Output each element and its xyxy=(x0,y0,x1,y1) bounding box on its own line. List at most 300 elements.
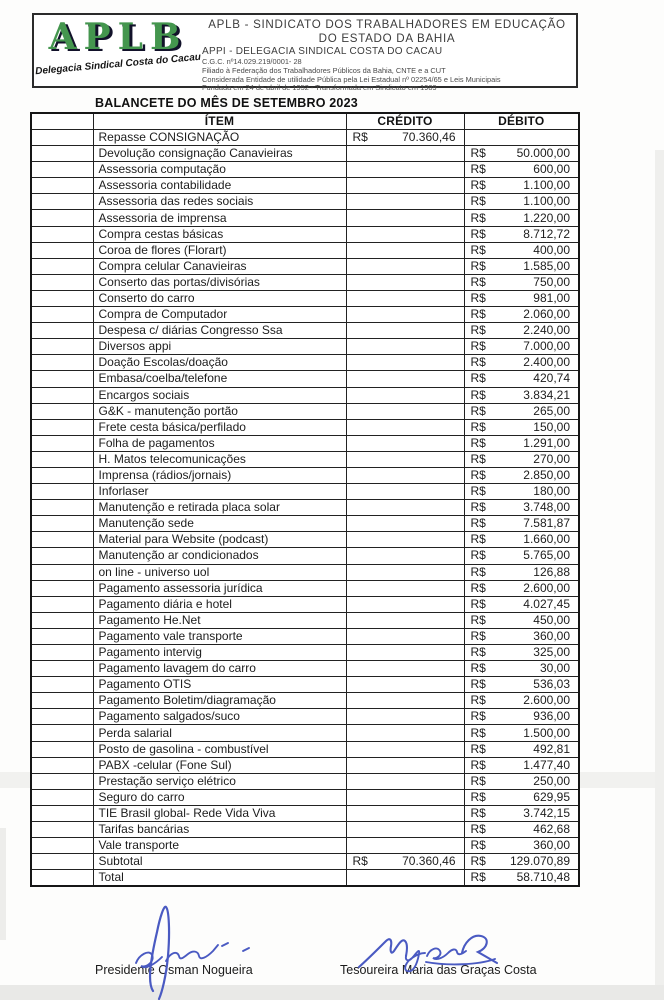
table-row xyxy=(31,484,579,500)
amount: 2.240,00 xyxy=(523,323,570,338)
debito-cell xyxy=(464,677,579,693)
currency-symbol: R$ xyxy=(470,580,486,595)
currency-symbol: R$ xyxy=(470,323,486,338)
debito-cell xyxy=(464,532,579,548)
debito-cell xyxy=(464,645,579,661)
table-row xyxy=(31,564,579,580)
debito-cell xyxy=(464,484,579,500)
debito-cell xyxy=(464,274,579,290)
table-row xyxy=(31,741,579,757)
table-row xyxy=(31,677,579,693)
blank-cell xyxy=(31,435,93,451)
blank-cell xyxy=(31,693,93,709)
blank-cell xyxy=(31,242,93,258)
item-cell: Pagamento assessoria jurídica xyxy=(93,580,346,596)
amount: 360,00 xyxy=(533,628,570,643)
debito-cell xyxy=(464,838,579,854)
currency-symbol: R$ xyxy=(470,612,486,627)
debito-cell xyxy=(464,194,579,210)
item-cell: Prestação serviço elétrico xyxy=(93,773,346,789)
item-cell: Pagamento salgados/suco xyxy=(93,709,346,725)
currency-symbol: R$ xyxy=(470,194,486,209)
blank-cell xyxy=(31,822,93,838)
credito-cell xyxy=(346,789,464,805)
table-row xyxy=(31,435,579,451)
credito-cell xyxy=(346,580,464,596)
currency-symbol: R$ xyxy=(470,274,486,289)
currency-symbol: R$ xyxy=(470,725,486,740)
item-cell: Pagamento Boletim/diagramação xyxy=(93,693,346,709)
table-row xyxy=(31,258,579,274)
table-row xyxy=(31,516,579,532)
credito-cell xyxy=(346,628,464,644)
currency-symbol: R$ xyxy=(470,178,486,193)
item-cell: Material para Website (podcast) xyxy=(93,532,346,548)
currency-symbol: R$ xyxy=(470,773,486,788)
currency-symbol: R$ xyxy=(470,709,486,724)
amount: 1.220,00 xyxy=(523,210,570,225)
currency-symbol: R$ xyxy=(470,548,486,563)
currency-symbol: R$ xyxy=(470,210,486,225)
credito-cell xyxy=(346,773,464,789)
credito-cell xyxy=(346,290,464,306)
amount: 936,00 xyxy=(533,709,570,724)
table-row xyxy=(31,226,579,242)
debito-cell xyxy=(464,741,579,757)
currency-symbol: R$ xyxy=(470,290,486,305)
item-cell: Conserto das portas/divisórias xyxy=(93,274,346,290)
currency-symbol: R$ xyxy=(352,130,368,145)
blank-cell xyxy=(31,596,93,612)
item-cell: Perda salarial xyxy=(93,725,346,741)
amount: 1.585,00 xyxy=(523,258,570,273)
amount: 50.000,00 xyxy=(516,146,570,161)
credito-cell xyxy=(346,532,464,548)
credito-cell xyxy=(346,242,464,258)
amount: 629,95 xyxy=(533,789,570,804)
item-cell: Repasse CONSIGNAÇÃO xyxy=(93,130,346,146)
blank-cell xyxy=(31,564,93,580)
table-row xyxy=(31,451,579,467)
table-header-row xyxy=(31,113,579,130)
table-row xyxy=(31,403,579,419)
item-cell: Assessoria de imprensa xyxy=(93,210,346,226)
credito-cell xyxy=(346,854,464,870)
balancete-body xyxy=(31,130,579,887)
item-cell: G&K - manutenção portão xyxy=(93,403,346,419)
table-row xyxy=(31,371,579,387)
debito-cell xyxy=(464,403,579,419)
amount: 1.100,00 xyxy=(523,194,570,209)
currency-symbol: R$ xyxy=(470,162,486,177)
debito-cell xyxy=(464,242,579,258)
table-row xyxy=(31,773,579,789)
amount: 4.027,45 xyxy=(523,596,570,611)
credito-cell xyxy=(346,757,464,773)
blank-cell xyxy=(31,146,93,162)
amount: 450,00 xyxy=(533,612,570,627)
currency-symbol: R$ xyxy=(470,516,486,531)
amount: 270,00 xyxy=(533,451,570,466)
header-credito: CRÉDITO xyxy=(346,113,464,130)
currency-symbol: R$ xyxy=(470,500,486,515)
table-row xyxy=(31,210,579,226)
item-cell: Devolução consignação Canavieiras xyxy=(93,146,346,162)
org-title-line1: APLB - SINDICATO DOS TRABALHADORES EM EDUCAÇÃO xyxy=(208,18,566,31)
amount: 70.360,46 xyxy=(402,130,456,145)
president-signature-label: Presidente Osman Nogueira xyxy=(95,963,253,977)
amount: 2.400,00 xyxy=(523,355,570,370)
org-affiliation: Filiado à Federação dos Trabalhadores Públicos da Bahia, CNTE e a CUT xyxy=(202,65,446,75)
currency-symbol: R$ xyxy=(470,805,486,820)
aplb-logo xyxy=(34,15,202,86)
credito-cell xyxy=(346,741,464,757)
amount: 70.360,46 xyxy=(402,854,456,869)
credito-cell xyxy=(346,355,464,371)
amount: 7.000,00 xyxy=(523,339,570,354)
letterhead-box xyxy=(32,13,578,93)
blank-cell xyxy=(31,451,93,467)
debito-cell xyxy=(464,789,579,805)
currency-symbol: R$ xyxy=(470,532,486,547)
debito-cell xyxy=(464,258,579,274)
amount: 1.660,00 xyxy=(523,532,570,547)
sheet-title: BALANCETE DO MÊS DE SETEMBRO 2023 xyxy=(95,96,358,110)
currency-symbol: R$ xyxy=(470,435,486,450)
blank-cell xyxy=(31,773,93,789)
credito-cell xyxy=(346,210,464,226)
credito-cell xyxy=(346,500,464,516)
amount: 3.748,00 xyxy=(523,500,570,515)
amount: 536,03 xyxy=(533,677,570,692)
amount: 420,74 xyxy=(533,371,570,386)
debito-cell xyxy=(464,612,579,628)
amount: 3.742,15 xyxy=(523,805,570,820)
debito-cell xyxy=(464,178,579,194)
amount: 5.765,00 xyxy=(523,548,570,563)
blank-cell xyxy=(31,500,93,516)
item-cell: Pagamento He.Net xyxy=(93,612,346,628)
blank-cell xyxy=(31,419,93,435)
credito-cell xyxy=(346,612,464,628)
credito-cell xyxy=(346,194,464,210)
table-row xyxy=(31,130,579,146)
blank-cell xyxy=(31,645,93,661)
item-cell: Diversos appi xyxy=(93,339,346,355)
amount: 30,00 xyxy=(539,661,570,676)
amount: 1.500,00 xyxy=(523,725,570,740)
blank-cell xyxy=(31,580,93,596)
header-blank xyxy=(31,113,93,130)
org-entity: Considerada Entidade de utilidade Pública pela Lei Estadual nº 02254/65 e Leis Municipais xyxy=(202,74,501,84)
amount: 981,00 xyxy=(533,290,570,305)
credito-cell xyxy=(346,130,464,146)
blank-cell xyxy=(31,467,93,483)
debito-cell xyxy=(464,757,579,773)
item-cell: Inforlaser xyxy=(93,484,346,500)
credito-cell xyxy=(346,274,464,290)
item-cell: Assessoria computação xyxy=(93,162,346,178)
table-row xyxy=(31,355,579,371)
table-row xyxy=(31,500,579,516)
credito-cell xyxy=(346,403,464,419)
currency-symbol: R$ xyxy=(470,693,486,708)
credito-cell xyxy=(346,484,464,500)
item-cell: Vale transporte xyxy=(93,838,346,854)
currency-symbol: R$ xyxy=(470,258,486,273)
blank-cell xyxy=(31,725,93,741)
header-item: ÍTEM xyxy=(93,113,346,130)
currency-symbol: R$ xyxy=(470,371,486,386)
scan-artifact-band xyxy=(0,985,664,1000)
amount: 129.070,89 xyxy=(509,854,570,869)
item-cell: Conserto do carro xyxy=(93,290,346,306)
scan-artifact-band xyxy=(655,150,664,985)
logo-acronym: APLB xyxy=(48,16,188,58)
item-cell: Subtotal xyxy=(93,854,346,870)
item-cell: Coroa de flores (Florart) xyxy=(93,242,346,258)
debito-cell xyxy=(464,307,579,323)
org-subtitle: APPI - DELEGACIA SINDICAL COSTA DO CACAU xyxy=(202,46,443,57)
blank-cell xyxy=(31,532,93,548)
credito-cell xyxy=(346,596,464,612)
amount: 8.712,72 xyxy=(523,226,570,241)
amount: 180,00 xyxy=(533,484,570,499)
credito-cell xyxy=(346,467,464,483)
debito-cell xyxy=(464,854,579,870)
currency-symbol: R$ xyxy=(470,677,486,692)
debito-cell xyxy=(464,130,579,146)
amount: 325,00 xyxy=(533,645,570,660)
blank-cell xyxy=(31,178,93,194)
table-row xyxy=(31,661,579,677)
debito-cell xyxy=(464,822,579,838)
credito-cell xyxy=(346,709,464,725)
debito-cell xyxy=(464,226,579,242)
item-cell: Manutenção ar condicionados xyxy=(93,548,346,564)
currency-symbol: R$ xyxy=(470,419,486,434)
credito-cell xyxy=(346,323,464,339)
currency-symbol: R$ xyxy=(470,822,486,837)
amount: 265,00 xyxy=(533,403,570,418)
item-cell: Pagamento vale transporte xyxy=(93,628,346,644)
table-row xyxy=(31,709,579,725)
credito-cell xyxy=(346,870,464,887)
table-row xyxy=(31,532,579,548)
table-row xyxy=(31,789,579,805)
debito-cell xyxy=(464,162,579,178)
amount: 1.477,40 xyxy=(523,757,570,772)
amount: 1.291,00 xyxy=(523,435,570,450)
debito-cell xyxy=(464,661,579,677)
scan-artifact-band xyxy=(0,828,6,940)
table-row xyxy=(31,596,579,612)
currency-symbol: R$ xyxy=(470,403,486,418)
amount: 2.600,00 xyxy=(523,580,570,595)
balancete-table xyxy=(30,112,580,887)
table-row xyxy=(31,242,579,258)
blank-cell xyxy=(31,854,93,870)
org-cgc: C.G.C. nº14.029.219/0001- 28 xyxy=(202,57,302,66)
table-row xyxy=(31,146,579,162)
credito-cell xyxy=(346,661,464,677)
credito-cell xyxy=(346,339,464,355)
debito-cell xyxy=(464,355,579,371)
debito-cell xyxy=(464,805,579,821)
table-row xyxy=(31,339,579,355)
item-cell: Encargos sociais xyxy=(93,387,346,403)
org-title-line2: DO ESTADO DA BAHIA xyxy=(318,31,456,45)
blank-cell xyxy=(31,130,93,146)
letterhead-text xyxy=(202,15,576,93)
debito-cell xyxy=(464,323,579,339)
blank-cell xyxy=(31,162,93,178)
item-cell: Tarifas bancárias xyxy=(93,822,346,838)
blank-cell xyxy=(31,371,93,387)
blank-cell xyxy=(31,870,93,887)
amount: 360,00 xyxy=(533,838,570,853)
blank-cell xyxy=(31,403,93,419)
currency-symbol: R$ xyxy=(352,854,368,869)
blank-cell xyxy=(31,838,93,854)
org-founded: Fundada em 24 de abril de 1952 - Transformada em Sindicato em 1989 xyxy=(202,83,437,93)
credito-cell xyxy=(346,548,464,564)
table-row xyxy=(31,805,579,821)
blank-cell xyxy=(31,484,93,500)
blank-cell xyxy=(31,548,93,564)
amount: 58.710,48 xyxy=(516,870,570,885)
currency-symbol: R$ xyxy=(470,757,486,772)
credito-cell xyxy=(346,146,464,162)
credito-cell xyxy=(346,226,464,242)
currency-symbol: R$ xyxy=(470,741,486,756)
table-row xyxy=(31,307,579,323)
debito-cell xyxy=(464,580,579,596)
blank-cell xyxy=(31,290,93,306)
blank-cell xyxy=(31,387,93,403)
currency-symbol: R$ xyxy=(470,838,486,853)
debito-cell xyxy=(464,709,579,725)
debito-cell xyxy=(464,870,579,887)
blank-cell xyxy=(31,757,93,773)
debito-cell xyxy=(464,339,579,355)
blank-cell xyxy=(31,274,93,290)
currency-symbol: R$ xyxy=(470,645,486,660)
credito-cell xyxy=(346,822,464,838)
table-row xyxy=(31,162,579,178)
amount: 126,88 xyxy=(533,564,570,579)
item-cell: Pagamento intervig xyxy=(93,645,346,661)
debito-cell xyxy=(464,451,579,467)
debito-cell xyxy=(464,564,579,580)
debito-cell xyxy=(464,467,579,483)
amount: 600,00 xyxy=(533,162,570,177)
debito-cell xyxy=(464,500,579,516)
amount: 7.581,87 xyxy=(523,516,570,531)
blank-cell xyxy=(31,789,93,805)
blank-cell xyxy=(31,339,93,355)
currency-symbol: R$ xyxy=(470,226,486,241)
item-cell: Frete cesta básica/perfilado xyxy=(93,419,346,435)
debito-cell xyxy=(464,387,579,403)
header-debito: DÉBITO xyxy=(464,113,579,130)
credito-cell xyxy=(346,838,464,854)
blank-cell xyxy=(31,628,93,644)
currency-symbol: R$ xyxy=(470,870,486,885)
item-cell: Pagamento diária e hotel xyxy=(93,596,346,612)
item-cell: Imprensa (rádios/jornais) xyxy=(93,467,346,483)
item-cell: Despesa c/ diárias Congresso Ssa xyxy=(93,323,346,339)
amount: 250,00 xyxy=(533,773,570,788)
table-row xyxy=(31,870,579,887)
credito-cell xyxy=(346,162,464,178)
currency-symbol: R$ xyxy=(470,451,486,466)
blank-cell xyxy=(31,226,93,242)
table-row xyxy=(31,645,579,661)
item-cell: Compra de Computador xyxy=(93,307,346,323)
blank-cell xyxy=(31,612,93,628)
debito-cell xyxy=(464,548,579,564)
credito-cell xyxy=(346,725,464,741)
item-cell: Posto de gasolina - combustível xyxy=(93,741,346,757)
table-row xyxy=(31,725,579,741)
credito-cell xyxy=(346,435,464,451)
credito-cell xyxy=(346,677,464,693)
debito-cell xyxy=(464,419,579,435)
item-cell: Assessoria das redes sociais xyxy=(93,194,346,210)
debito-cell xyxy=(464,693,579,709)
credito-cell xyxy=(346,516,464,532)
table-row xyxy=(31,274,579,290)
amount: 150,00 xyxy=(533,419,570,434)
table-row xyxy=(31,419,579,435)
item-cell: Compra celular Canavieiras xyxy=(93,258,346,274)
amount: 2.850,00 xyxy=(523,468,570,483)
currency-symbol: R$ xyxy=(470,146,486,161)
item-cell: Pagamento lavagem do carro xyxy=(93,661,346,677)
blank-cell xyxy=(31,661,93,677)
amount: 2.600,00 xyxy=(523,693,570,708)
blank-cell xyxy=(31,355,93,371)
blank-cell xyxy=(31,516,93,532)
item-cell: Pagamento OTIS xyxy=(93,677,346,693)
debito-cell xyxy=(464,210,579,226)
table-row xyxy=(31,387,579,403)
table-row xyxy=(31,693,579,709)
amount: 492,81 xyxy=(533,741,570,756)
credito-cell xyxy=(346,564,464,580)
currency-symbol: R$ xyxy=(470,661,486,676)
debito-cell xyxy=(464,290,579,306)
item-cell: H. Matos telecomunicações xyxy=(93,451,346,467)
table-row xyxy=(31,822,579,838)
blank-cell xyxy=(31,258,93,274)
credito-cell xyxy=(346,371,464,387)
table-row xyxy=(31,580,579,596)
table-row xyxy=(31,757,579,773)
currency-symbol: R$ xyxy=(470,307,486,322)
currency-symbol: R$ xyxy=(470,339,486,354)
currency-symbol: R$ xyxy=(470,596,486,611)
currency-symbol: R$ xyxy=(470,854,486,869)
item-cell: Total xyxy=(93,870,346,887)
blank-cell xyxy=(31,709,93,725)
table-row xyxy=(31,854,579,870)
amount: 750,00 xyxy=(533,274,570,289)
table-row xyxy=(31,628,579,644)
debito-cell xyxy=(464,596,579,612)
currency-symbol: R$ xyxy=(470,242,486,257)
